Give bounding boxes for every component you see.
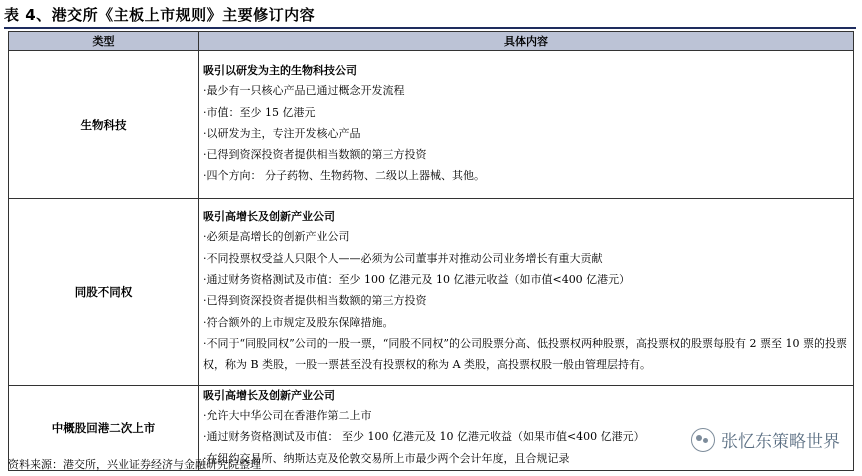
header-type: 类型: [9, 32, 199, 51]
title-divider: [4, 27, 856, 29]
watermark: [691, 427, 840, 452]
row-heading: 吸引高增长及创新产业公司: [203, 389, 335, 403]
list-item: ·四个方向： 分子药物、生物药物、二级以上器械、其他。: [203, 169, 485, 183]
table-title: 表 4、港交所《主板上市规则》主要修订内容: [4, 6, 316, 24]
table-row: [9, 199, 854, 386]
source-note: 资料来源：港交所，兴业证券经济与金融研究院整理: [8, 458, 261, 471]
wechat-icon: [691, 428, 715, 452]
header-content: 具体内容: [199, 32, 854, 51]
list-item: ·不同投票权受益人只限个人——必须为公司董事并对推动公司业务增长有重大贡献: [203, 251, 603, 265]
row-type-wvr: 同股不同权: [9, 199, 199, 386]
row-heading: 吸引高增长及创新产业公司: [203, 210, 335, 224]
list-item: ·市值：至少 15 亿港元: [203, 105, 316, 119]
row-content-wvr: [199, 199, 854, 386]
list-item: ·允许大中华公司在香港作第二上市: [203, 409, 372, 423]
table-row: [9, 51, 854, 199]
table-header-row: [9, 32, 854, 51]
list-item: ·通过财务资格测试及市值： 至少 100 亿港元及 10 亿港元收益（如果市值<400 亿港元）: [203, 430, 645, 444]
list-item: ·已得到资深投资者提供相当数额的第三方投资: [203, 294, 427, 308]
list-item: ·最少有一只核心产品已通过概念开发流程: [203, 84, 405, 98]
row-type-biotech: 生物科技: [9, 51, 199, 199]
revision-table: [8, 31, 854, 471]
list-item: ·在纽约交易所、纳斯达克及伦敦交易所上市最少两个会计年度，且合规记录: [203, 451, 570, 465]
row-type-secondary-listing: 中概股回港二次上市: [9, 386, 199, 471]
list-item: ·必须是高增长的创新产业公司: [203, 230, 350, 244]
row-heading: 吸引以研发为主的生物科技公司: [203, 64, 357, 78]
list-item: ·通过财务资格测试及市值：至少 100 亿港元及 10 亿港元收益（如市值<400 亿港元）: [203, 273, 631, 287]
list-item: ·以研发为主，专注开发核心产品: [203, 126, 361, 140]
row-content-biotech: [199, 51, 854, 199]
list-item: ·已得到资深投资者提供相当数额的第三方投资: [203, 148, 427, 162]
watermark-text: 张忆东策略世界: [721, 432, 840, 452]
list-item: ·符合额外的上市规定及股东保障措施。: [203, 315, 394, 329]
list-item: ·不同于“同股同权”公司的一股一票，“同股不同权”的公司股票分高、低投票权两种股票，高投票权的股票每股有 2 票至 10 票的投票权，称为 B 类股，一股一票甚至没有投票权的称为 A 类股，高投票权股一般由管理层持有。: [203, 336, 847, 372]
